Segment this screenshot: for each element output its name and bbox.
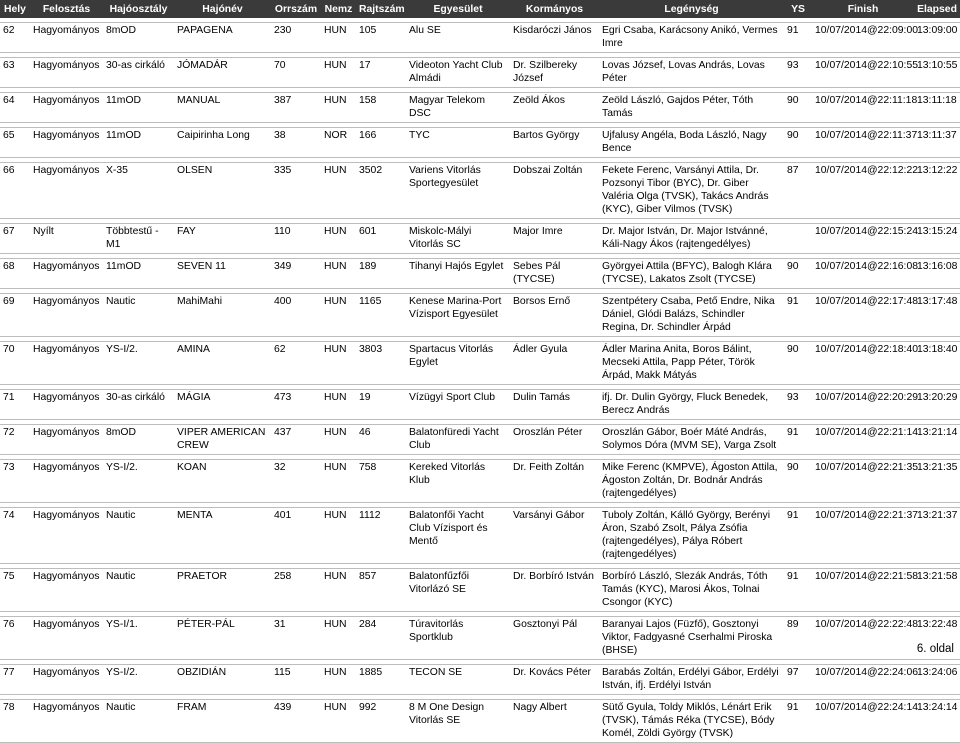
cell-hely: 72 xyxy=(0,425,30,455)
cell-egyesulet: Videoton Yacht Club Almádi xyxy=(406,58,510,88)
cell-rajtszam: 166 xyxy=(356,128,406,158)
cell-egyesulet: Kereked Vitorlás Klub xyxy=(406,460,510,503)
cell-legenyseg: Mike Ferenc (KMPVE), Ágoston Attila, Ágoston Zoltán, Dr. Bodnár András (rajtengedélyes) xyxy=(599,460,784,503)
cell-egyesulet: Miskolc-Mályi Vitorlás SC xyxy=(406,224,510,254)
cell-nemz: NOR xyxy=(321,128,356,158)
column-header: Finish xyxy=(812,0,914,18)
cell-hajonev: Caipirinha Long xyxy=(174,128,271,158)
cell-ys: 93 xyxy=(784,390,812,420)
cell-hajoosztaly: 11mOD xyxy=(103,259,174,289)
cell-hajonev: KOAN xyxy=(174,460,271,503)
cell-hajonev: MANUAL xyxy=(174,93,271,123)
column-header: Hajóosztály xyxy=(103,0,174,18)
cell-nemz: HUN xyxy=(321,294,356,337)
cell-hely: 64 xyxy=(0,93,30,123)
cell-finish: 10/07/2014@22:20:29 xyxy=(812,390,914,420)
cell-egyesulet: Balatonfői Yacht Club Vízisport és Mentő xyxy=(406,508,510,564)
column-header: Hajónév xyxy=(174,0,271,18)
cell-orrszam: 38 xyxy=(271,128,321,158)
cell-hely: 78 xyxy=(0,700,30,743)
cell-egyesulet: Balatonfüredi Yacht Club xyxy=(406,425,510,455)
cell-rajtszam: 1165 xyxy=(356,294,406,337)
cell-hajoosztaly: 8mOD xyxy=(103,425,174,455)
cell-nemz: HUN xyxy=(321,163,356,219)
cell-finish: 10/07/2014@22:21:35 xyxy=(812,460,914,503)
cell-hajonev: PAPAGENA xyxy=(174,23,271,53)
cell-elapsed: 13:18:40 xyxy=(914,342,960,385)
cell-nemz: HUN xyxy=(321,569,356,612)
cell-orrszam: 400 xyxy=(271,294,321,337)
cell-ys: 90 xyxy=(784,128,812,158)
cell-orrszam: 401 xyxy=(271,508,321,564)
cell-kormanyos: Sebes Pál (TYCSE) xyxy=(510,259,599,289)
cell-elapsed: 13:10:55 xyxy=(914,58,960,88)
cell-elapsed: 13:12:22 xyxy=(914,163,960,219)
cell-hely: 73 xyxy=(0,460,30,503)
table-row xyxy=(0,390,960,420)
cell-felosztas: Hagyományos xyxy=(30,617,103,660)
cell-orrszam: 258 xyxy=(271,569,321,612)
cell-kormanyos: Nagy Albert xyxy=(510,700,599,743)
cell-legenyseg: Dr. Major István, Dr. Major Istvánné, Káli-Nagy Ákos (rajtengedélyes) xyxy=(599,224,784,254)
column-header: Nemz xyxy=(321,0,356,18)
cell-rajtszam: 284 xyxy=(356,617,406,660)
cell-felosztas: Hagyományos xyxy=(30,163,103,219)
cell-hajonev: SEVEN 11 xyxy=(174,259,271,289)
cell-rajtszam: 3803 xyxy=(356,342,406,385)
table-row xyxy=(0,460,960,503)
cell-nemz: HUN xyxy=(321,617,356,660)
table-row xyxy=(0,224,960,254)
cell-hajonev: JÓMADÁR xyxy=(174,58,271,88)
cell-finish: 10/07/2014@22:18:40 xyxy=(812,342,914,385)
cell-elapsed: 13:24:06 xyxy=(914,665,960,695)
table-row xyxy=(0,128,960,158)
cell-hely: 76 xyxy=(0,617,30,660)
cell-kormanyos: Gosztonyi Pál xyxy=(510,617,599,660)
cell-ys: 91 xyxy=(784,23,812,53)
cell-legenyseg: Tuboly Zoltán, Kálló György, Berényi Áron, Szabó Zsolt, Pálya Zsófia (rajtengedélyes), Pálya Róbert (rajtengedélyes) xyxy=(599,508,784,564)
cell-kormanyos: Bartos György xyxy=(510,128,599,158)
cell-legenyseg: Baranyai Lajos (Füzfő), Gosztonyi Viktor, Fadgyasné Cserhalmi Piroska (BHSE) xyxy=(599,617,784,660)
cell-felosztas: Hagyományos xyxy=(30,508,103,564)
cell-ys: 91 xyxy=(784,569,812,612)
cell-felosztas: Hagyományos xyxy=(30,93,103,123)
cell-felosztas: Nyílt xyxy=(30,224,103,254)
cell-elapsed: 13:21:14 xyxy=(914,425,960,455)
column-header: Orrszám xyxy=(271,0,321,18)
cell-hely: 75 xyxy=(0,569,30,612)
cell-legenyseg: Ujfalusy Angéla, Boda László, Nagy Bence xyxy=(599,128,784,158)
cell-hajonev: PRAETOR xyxy=(174,569,271,612)
cell-rajtszam: 1112 xyxy=(356,508,406,564)
cell-orrszam: 32 xyxy=(271,460,321,503)
cell-kormanyos: Dr. Borbíró István xyxy=(510,569,599,612)
cell-felosztas: Hagyományos xyxy=(30,700,103,743)
cell-felosztas: Hagyományos xyxy=(30,390,103,420)
cell-legenyseg: Oroszlán Gábor, Boér Máté András, Solymos Dóra (MVM SE), Varga Zsolt xyxy=(599,425,784,455)
table-row xyxy=(0,342,960,385)
cell-elapsed: 13:21:37 xyxy=(914,508,960,564)
cell-felosztas: Hagyományos xyxy=(30,58,103,88)
table-row xyxy=(0,58,960,88)
cell-felosztas: Hagyományos xyxy=(30,342,103,385)
cell-ys: 91 xyxy=(784,425,812,455)
cell-legenyseg: Szentpétery Csaba, Pető Endre, Nika Dániel, Glódi Balázs, Schindler Regina, Dr. Schindler Árpád xyxy=(599,294,784,337)
cell-hajoosztaly: YS-I/2. xyxy=(103,665,174,695)
cell-felosztas: Hagyományos xyxy=(30,294,103,337)
cell-kormanyos: Zeöld Ákos xyxy=(510,93,599,123)
table-body xyxy=(0,18,960,743)
cell-finish: 10/07/2014@22:09:00 xyxy=(812,23,914,53)
cell-ys: 91 xyxy=(784,294,812,337)
cell-hely: 65 xyxy=(0,128,30,158)
cell-hajoosztaly: Nautic xyxy=(103,294,174,337)
cell-finish: 10/07/2014@22:21:14 xyxy=(812,425,914,455)
cell-finish: 10/07/2014@22:10:55 xyxy=(812,58,914,88)
cell-hajoosztaly: X-35 xyxy=(103,163,174,219)
cell-orrszam: 473 xyxy=(271,390,321,420)
cell-finish: 10/07/2014@22:21:37 xyxy=(812,508,914,564)
table-row xyxy=(0,665,960,695)
cell-legenyseg: Sütő Gyula, Toldy Miklós, Lénárt Erik (TVSK), Támás Réka (TYCSE), Bódy Komél, Zöldi György (TVSK) xyxy=(599,700,784,743)
cell-kormanyos: Dr. Kovács Péter xyxy=(510,665,599,695)
cell-hajonev: PÉTER-PÁL xyxy=(174,617,271,660)
cell-felosztas: Hagyományos xyxy=(30,569,103,612)
cell-hely: 67 xyxy=(0,224,30,254)
cell-egyesulet: Tihanyi Hajós Egylet xyxy=(406,259,510,289)
cell-hajoosztaly: 8mOD xyxy=(103,23,174,53)
cell-orrszam: 31 xyxy=(271,617,321,660)
cell-nemz: HUN xyxy=(321,342,356,385)
cell-finish: 10/07/2014@22:12:22 xyxy=(812,163,914,219)
cell-hajonev: VIPER AMERICAN CREW xyxy=(174,425,271,455)
cell-elapsed: 13:17:48 xyxy=(914,294,960,337)
cell-hajoosztaly: YS-I/1. xyxy=(103,617,174,660)
cell-kormanyos: Dobszai Zoltán xyxy=(510,163,599,219)
table-row xyxy=(0,163,960,219)
cell-orrszam: 70 xyxy=(271,58,321,88)
cell-felosztas: Hagyományos xyxy=(30,259,103,289)
cell-rajtszam: 46 xyxy=(356,425,406,455)
cell-hajoosztaly: Nautic xyxy=(103,569,174,612)
cell-finish: 10/07/2014@22:11:18 xyxy=(812,93,914,123)
cell-finish: 10/07/2014@22:15:24 xyxy=(812,224,914,254)
cell-legenyseg: Györgyei Attila (BFYC), Balogh Klára (TYCSE), Lakatos Zsolt (TYCSE) xyxy=(599,259,784,289)
cell-kormanyos: Varsányi Gábor xyxy=(510,508,599,564)
cell-felosztas: Hagyományos xyxy=(30,460,103,503)
cell-hajoosztaly: 30-as cirkáló xyxy=(103,390,174,420)
page-number: 6. oldal xyxy=(916,643,954,655)
table-row xyxy=(0,508,960,564)
cell-ys: 91 xyxy=(784,700,812,743)
cell-legenyseg: Fekete Ferenc, Varsányi Attila, Dr. Pozsonyi Tibor (BYC), Dr. Giber Valéria Olga (TVSK), Takács András (KYC), Giber Vilmos (TVSK) xyxy=(599,163,784,219)
cell-kormanyos: Dr. Feith Zoltán xyxy=(510,460,599,503)
cell-legenyseg: Ádler Marina Anita, Boros Bálint, Mecseki Attila, Papp Péter, Török Árpád, Makk Mátyás xyxy=(599,342,784,385)
cell-orrszam: 387 xyxy=(271,93,321,123)
cell-egyesulet: TYC xyxy=(406,128,510,158)
cell-elapsed: 13:22:48 xyxy=(914,617,960,660)
cell-ys: 91 xyxy=(784,508,812,564)
cell-rajtszam: 105 xyxy=(356,23,406,53)
cell-ys: 97 xyxy=(784,665,812,695)
cell-rajtszam: 189 xyxy=(356,259,406,289)
cell-egyesulet: Spartacus Vitorlás Egylet xyxy=(406,342,510,385)
cell-legenyseg: Borbíró László, Slezák András, Tóth Tamás (KYC), Marosi Ákos, Tolnai Csongor (KYC) xyxy=(599,569,784,612)
cell-finish: 10/07/2014@22:24:14 xyxy=(812,700,914,743)
column-header: Hely xyxy=(0,0,30,18)
cell-nemz: HUN xyxy=(321,224,356,254)
table-row xyxy=(0,700,960,743)
cell-elapsed: 13:21:58 xyxy=(914,569,960,612)
cell-rajtszam: 3502 xyxy=(356,163,406,219)
cell-orrszam: 349 xyxy=(271,259,321,289)
cell-ys: 90 xyxy=(784,342,812,385)
table-row xyxy=(0,617,960,660)
cell-felosztas: Hagyományos xyxy=(30,665,103,695)
cell-hely: 77 xyxy=(0,665,30,695)
column-header: Egyesület xyxy=(406,0,510,18)
cell-hajoosztaly: 11mOD xyxy=(103,128,174,158)
cell-nemz: HUN xyxy=(321,93,356,123)
cell-elapsed: 13:11:18 xyxy=(914,93,960,123)
table-row xyxy=(0,259,960,289)
cell-rajtszam: 19 xyxy=(356,390,406,420)
cell-elapsed: 13:24:14 xyxy=(914,700,960,743)
cell-hely: 71 xyxy=(0,390,30,420)
cell-elapsed: 13:20:29 xyxy=(914,390,960,420)
cell-hajonev: FAY xyxy=(174,224,271,254)
cell-kormanyos: Major Imre xyxy=(510,224,599,254)
cell-orrszam: 62 xyxy=(271,342,321,385)
column-header: Elapsed xyxy=(914,0,960,18)
cell-elapsed: 13:11:37 xyxy=(914,128,960,158)
cell-elapsed: 13:21:35 xyxy=(914,460,960,503)
cell-hely: 63 xyxy=(0,58,30,88)
cell-egyesulet: TECON SE xyxy=(406,665,510,695)
cell-elapsed: 13:16:08 xyxy=(914,259,960,289)
cell-orrszam: 335 xyxy=(271,163,321,219)
table-row xyxy=(0,294,960,337)
cell-orrszam: 437 xyxy=(271,425,321,455)
cell-hely: 70 xyxy=(0,342,30,385)
cell-kormanyos: Oroszlán Péter xyxy=(510,425,599,455)
cell-finish: 10/07/2014@22:21:58 xyxy=(812,569,914,612)
cell-felosztas: Hagyományos xyxy=(30,425,103,455)
cell-hajoosztaly: Többtestű - M1 xyxy=(103,224,174,254)
cell-finish: 10/07/2014@22:16:08 xyxy=(812,259,914,289)
cell-egyesulet: 8 M One Design Vitorlás SE xyxy=(406,700,510,743)
cell-hely: 66 xyxy=(0,163,30,219)
cell-felosztas: Hagyományos xyxy=(30,23,103,53)
cell-nemz: HUN xyxy=(321,425,356,455)
cell-hely: 74 xyxy=(0,508,30,564)
cell-ys: 90 xyxy=(784,460,812,503)
cell-kormanyos: Borsos Ernő xyxy=(510,294,599,337)
cell-ys: 90 xyxy=(784,259,812,289)
cell-hajonev: FRAM xyxy=(174,700,271,743)
cell-finish: 10/07/2014@22:11:37 xyxy=(812,128,914,158)
cell-egyesulet: Alu SE xyxy=(406,23,510,53)
cell-egyesulet: Magyar Telekom DSC xyxy=(406,93,510,123)
cell-kormanyos: Ádler Gyula xyxy=(510,342,599,385)
cell-nemz: HUN xyxy=(321,700,356,743)
cell-finish: 10/07/2014@22:22:48 xyxy=(812,617,914,660)
cell-hely: 62 xyxy=(0,23,30,53)
table-row xyxy=(0,23,960,53)
table-row xyxy=(0,569,960,612)
cell-egyesulet: Túravitorlás Sportklub xyxy=(406,617,510,660)
cell-rajtszam: 1885 xyxy=(356,665,406,695)
cell-orrszam: 230 xyxy=(271,23,321,53)
cell-legenyseg: ifj. Dr. Dulin György, Fluck Benedek, Berecz András xyxy=(599,390,784,420)
column-header: Felosztás xyxy=(30,0,103,18)
table-row xyxy=(0,425,960,455)
column-header: Kormányos xyxy=(510,0,599,18)
cell-nemz: HUN xyxy=(321,58,356,88)
cell-egyesulet: Vízügyi Sport Club xyxy=(406,390,510,420)
cell-legenyseg: Egri Csaba, Karácsony Anikó, Vermes Imre xyxy=(599,23,784,53)
cell-rajtszam: 601 xyxy=(356,224,406,254)
cell-rajtszam: 758 xyxy=(356,460,406,503)
cell-ys: 93 xyxy=(784,58,812,88)
cell-hajoosztaly: Nautic xyxy=(103,508,174,564)
cell-nemz: HUN xyxy=(321,23,356,53)
cell-hajoosztaly: YS-I/2. xyxy=(103,460,174,503)
column-header: YS xyxy=(784,0,812,18)
cell-finish: 10/07/2014@22:24:06 xyxy=(812,665,914,695)
cell-orrszam: 439 xyxy=(271,700,321,743)
cell-hajoosztaly: YS-I/2. xyxy=(103,342,174,385)
cell-nemz: HUN xyxy=(321,508,356,564)
table-header xyxy=(0,0,960,18)
cell-rajtszam: 857 xyxy=(356,569,406,612)
cell-hajoosztaly: Nautic xyxy=(103,700,174,743)
cell-legenyseg: Lovas József, Lovas András, Lovas Péter xyxy=(599,58,784,88)
cell-egyesulet: Kenese Marina-Port Vízisport Egyesület xyxy=(406,294,510,337)
cell-rajtszam: 17 xyxy=(356,58,406,88)
cell-elapsed: 13:09:00 xyxy=(914,23,960,53)
cell-legenyseg: Zeöld László, Gajdos Péter, Tóth Tamás xyxy=(599,93,784,123)
cell-egyesulet: Balatonfűzfői Vitorlázó SE xyxy=(406,569,510,612)
cell-ys: 90 xyxy=(784,93,812,123)
cell-hely: 69 xyxy=(0,294,30,337)
cell-kormanyos: Dulin Tamás xyxy=(510,390,599,420)
cell-hajonev: OLSEN xyxy=(174,163,271,219)
cell-rajtszam: 158 xyxy=(356,93,406,123)
table-row xyxy=(0,93,960,123)
cell-legenyseg: Barabás Zoltán, Erdélyi Gábor, Erdélyi István, ifj. Erdélyi István xyxy=(599,665,784,695)
cell-nemz: HUN xyxy=(321,665,356,695)
cell-hajonev: MÁGIA xyxy=(174,390,271,420)
column-header: Rajtszám xyxy=(356,0,406,18)
cell-elapsed: 13:15:24 xyxy=(914,224,960,254)
cell-ys: 89 xyxy=(784,617,812,660)
cell-nemz: HUN xyxy=(321,259,356,289)
cell-nemz: HUN xyxy=(321,390,356,420)
cell-hajonev: MENTA xyxy=(174,508,271,564)
cell-egyesulet: Variens Vitorlás Sportegyesület xyxy=(406,163,510,219)
header-row xyxy=(0,0,960,18)
cell-ys xyxy=(784,224,812,254)
cell-hajonev: AMINA xyxy=(174,342,271,385)
cell-orrszam: 110 xyxy=(271,224,321,254)
cell-hajonev: OBZIDIÁN xyxy=(174,665,271,695)
cell-hajoosztaly: 30-as cirkáló xyxy=(103,58,174,88)
column-header: Legénység xyxy=(599,0,784,18)
cell-orrszam: 115 xyxy=(271,665,321,695)
cell-rajtszam: 992 xyxy=(356,700,406,743)
cell-kormanyos: Dr. Szilbereky József xyxy=(510,58,599,88)
cell-hely: 68 xyxy=(0,259,30,289)
cell-nemz: HUN xyxy=(321,460,356,503)
cell-ys: 87 xyxy=(784,163,812,219)
cell-felosztas: Hagyományos xyxy=(30,128,103,158)
cell-hajoosztaly: 11mOD xyxy=(103,93,174,123)
cell-finish: 10/07/2014@22:17:48 xyxy=(812,294,914,337)
cell-kormanyos: Kisdaróczi János xyxy=(510,23,599,53)
cell-hajonev: MahiMahi xyxy=(174,294,271,337)
